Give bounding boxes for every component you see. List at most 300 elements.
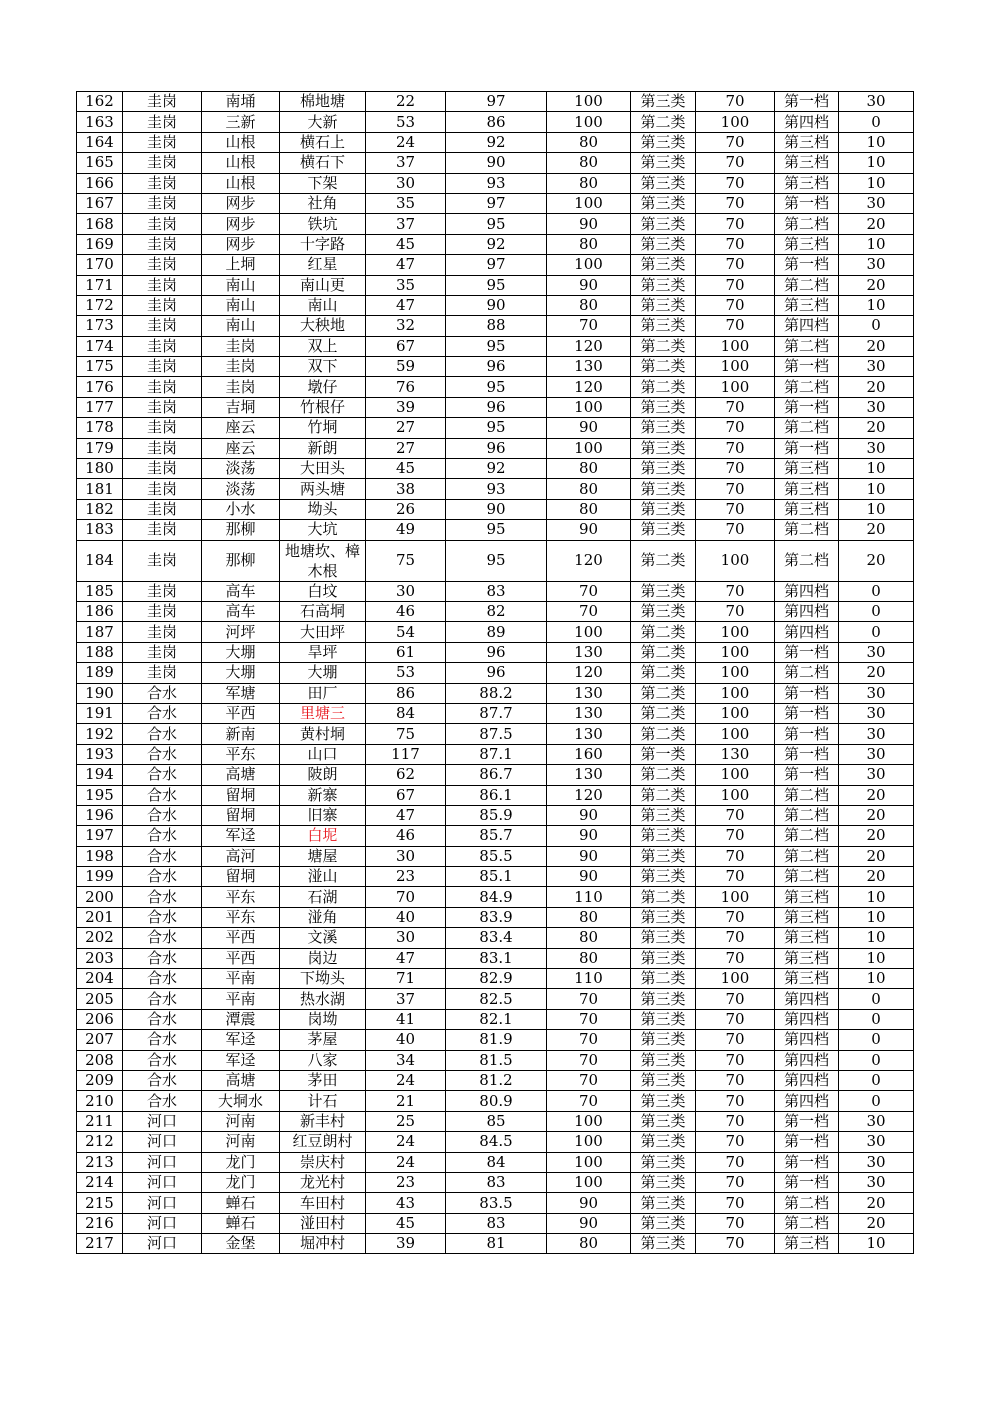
cell-village: 淡荡: [202, 479, 280, 499]
cell-town: 圭岗: [123, 132, 202, 152]
cell-amount: 120: [547, 540, 631, 581]
cell-hamlet: 计石: [280, 1091, 366, 1111]
cell-amount: 80: [547, 153, 631, 173]
cell-points: 30: [839, 92, 914, 112]
cell-score: 96: [446, 357, 547, 377]
cell-row-number: 177: [77, 397, 123, 417]
cell-amount: 130: [547, 357, 631, 377]
cell-households: 27: [366, 438, 446, 458]
cell-households: 76: [366, 377, 446, 397]
cell-tier: 第一档: [775, 255, 839, 275]
cell-hamlet: 湴角: [280, 907, 366, 927]
cell-amount: 90: [547, 214, 631, 234]
cell-row-number: 208: [77, 1050, 123, 1070]
table-row: [77, 765, 914, 785]
table-row: [77, 683, 914, 703]
table-row: [77, 193, 914, 213]
cell-hamlet: 茅屋: [280, 1030, 366, 1050]
cell-standard: 70: [696, 805, 775, 825]
cell-score: 85.1: [446, 867, 547, 887]
cell-tier: 第四档: [775, 1050, 839, 1070]
cell-tier: 第三档: [775, 234, 839, 254]
cell-category: 第三类: [631, 438, 696, 458]
table-row: [77, 214, 914, 234]
cell-village: 山根: [202, 132, 280, 152]
table-row: [77, 867, 914, 887]
cell-households: 75: [366, 540, 446, 581]
cell-tier: 第四档: [775, 989, 839, 1009]
cell-standard: 100: [696, 642, 775, 662]
cell-tier: 第一档: [775, 1111, 839, 1131]
cell-category: 第二类: [631, 540, 696, 581]
cell-town: 圭岗: [123, 234, 202, 254]
cell-households: 53: [366, 112, 446, 132]
cell-score: 84.9: [446, 887, 547, 907]
cell-score: 83: [446, 1213, 547, 1233]
table-row: [77, 907, 914, 927]
cell-standard: 100: [696, 724, 775, 744]
cell-tier: 第三档: [775, 459, 839, 479]
cell-points: 30: [839, 765, 914, 785]
cell-points: 10: [839, 173, 914, 193]
cell-village: 蝉石: [202, 1193, 280, 1213]
cell-hamlet: 地塘坎、樟木根: [280, 540, 366, 581]
cell-tier: 第一档: [775, 397, 839, 417]
cell-score: 83.5: [446, 1193, 547, 1213]
cell-standard: 70: [696, 275, 775, 295]
cell-category: 第三类: [631, 499, 696, 519]
data-sheet: [76, 91, 913, 1254]
cell-category: 第二类: [631, 887, 696, 907]
cell-town: 河口: [123, 1193, 202, 1213]
cell-standard: 100: [696, 683, 775, 703]
table-row: [77, 1111, 914, 1131]
cell-row-number: 180: [77, 459, 123, 479]
cell-town: 合水: [123, 744, 202, 764]
cell-row-number: 167: [77, 193, 123, 213]
cell-hamlet: 田厂: [280, 683, 366, 703]
cell-hamlet: 山口: [280, 744, 366, 764]
cell-points: 20: [839, 520, 914, 540]
cell-hamlet: 大坑: [280, 520, 366, 540]
cell-households: 47: [366, 805, 446, 825]
cell-village: 大堋: [202, 642, 280, 662]
cell-village: 平东: [202, 887, 280, 907]
cell-row-number: 181: [77, 479, 123, 499]
cell-hamlet: 横石上: [280, 132, 366, 152]
table-row: [77, 622, 914, 642]
cell-tier: 第二档: [775, 867, 839, 887]
cell-village: 圭岗: [202, 377, 280, 397]
cell-town: 河口: [123, 1234, 202, 1254]
cell-category: 第三类: [631, 1213, 696, 1233]
table-row: [77, 1070, 914, 1090]
cell-row-number: 197: [77, 826, 123, 846]
cell-points: 30: [839, 724, 914, 744]
cell-category: 第三类: [631, 1234, 696, 1254]
cell-tier: 第三档: [775, 969, 839, 989]
cell-points: 0: [839, 1030, 914, 1050]
cell-households: 59: [366, 357, 446, 377]
cell-points: 20: [839, 1213, 914, 1233]
cell-score: 83: [446, 1172, 547, 1192]
cell-points: 0: [839, 1050, 914, 1070]
cell-village: 新南: [202, 724, 280, 744]
cell-village: 淡荡: [202, 459, 280, 479]
cell-category: 第二类: [631, 765, 696, 785]
cell-hamlet: 铁坑: [280, 214, 366, 234]
cell-amount: 130: [547, 724, 631, 744]
cell-amount: 120: [547, 663, 631, 683]
cell-town: 圭岗: [123, 316, 202, 336]
cell-points: 10: [839, 969, 914, 989]
cell-category: 第三类: [631, 132, 696, 152]
cell-village: 金堡: [202, 1234, 280, 1254]
cell-points: 20: [839, 867, 914, 887]
cell-points: 0: [839, 1009, 914, 1029]
cell-score: 82.1: [446, 1009, 547, 1029]
cell-tier: 第二档: [775, 275, 839, 295]
cell-standard: 70: [696, 1234, 775, 1254]
cell-town: 圭岗: [123, 520, 202, 540]
cell-households: 46: [366, 826, 446, 846]
cell-amount: 80: [547, 948, 631, 968]
cell-households: 27: [366, 418, 446, 438]
cell-category: 第三类: [631, 928, 696, 948]
table-row: [77, 316, 914, 336]
cell-points: 20: [839, 805, 914, 825]
cell-households: 24: [366, 1070, 446, 1090]
cell-tier: 第三档: [775, 479, 839, 499]
cell-amount: 70: [547, 989, 631, 1009]
cell-amount: 80: [547, 1234, 631, 1254]
cell-row-number: 203: [77, 948, 123, 968]
cell-town: 圭岗: [123, 479, 202, 499]
cell-standard: 70: [696, 1193, 775, 1213]
table-row: [77, 520, 914, 540]
cell-amount: 130: [547, 683, 631, 703]
table-row: [77, 969, 914, 989]
cell-points: 0: [839, 622, 914, 642]
cell-hamlet: 下坳头: [280, 969, 366, 989]
cell-village: 军迳: [202, 1050, 280, 1070]
cell-town: 圭岗: [123, 275, 202, 295]
cell-tier: 第二档: [775, 846, 839, 866]
cell-town: 合水: [123, 867, 202, 887]
cell-hamlet: 旧寨: [280, 805, 366, 825]
cell-points: 0: [839, 989, 914, 1009]
table-row: [77, 1050, 914, 1070]
cell-score: 81.2: [446, 1070, 547, 1090]
table-row: [77, 928, 914, 948]
cell-amount: 80: [547, 295, 631, 315]
cell-hamlet: 横石下: [280, 153, 366, 173]
cell-score: 82.5: [446, 989, 547, 1009]
cell-amount: 100: [547, 255, 631, 275]
table-row: [77, 336, 914, 356]
table-row: [77, 744, 914, 764]
cell-row-number: 184: [77, 540, 123, 581]
cell-amount: 120: [547, 785, 631, 805]
cell-hamlet: 大田坪: [280, 622, 366, 642]
cell-tier: 第一档: [775, 1172, 839, 1192]
cell-village: 南埇: [202, 92, 280, 112]
cell-points: 30: [839, 193, 914, 213]
cell-hamlet: 崇庆村: [280, 1152, 366, 1172]
cell-tier: 第二档: [775, 785, 839, 805]
cell-points: 20: [839, 1193, 914, 1213]
cell-category: 第二类: [631, 336, 696, 356]
cell-tier: 第一档: [775, 683, 839, 703]
cell-row-number: 213: [77, 1152, 123, 1172]
cell-points: 10: [839, 887, 914, 907]
table-row: [77, 724, 914, 744]
cell-hamlet: 墩仔: [280, 377, 366, 397]
cell-points: 30: [839, 438, 914, 458]
cell-score: 96: [446, 642, 547, 662]
table-row: [77, 357, 914, 377]
cell-households: 47: [366, 948, 446, 968]
cell-points: 20: [839, 336, 914, 356]
cell-score: 81.5: [446, 1050, 547, 1070]
cell-score: 92: [446, 459, 547, 479]
cell-village: 龙门: [202, 1172, 280, 1192]
cell-amount: 110: [547, 887, 631, 907]
cell-row-number: 214: [77, 1172, 123, 1192]
cell-amount: 130: [547, 765, 631, 785]
cell-hamlet: 岗坳: [280, 1009, 366, 1029]
cell-town: 圭岗: [123, 295, 202, 315]
cell-households: 45: [366, 459, 446, 479]
cell-row-number: 178: [77, 418, 123, 438]
cell-points: 10: [839, 499, 914, 519]
table-row: [77, 642, 914, 662]
cell-hamlet: 湴田村: [280, 1213, 366, 1233]
cell-category: 第三类: [631, 173, 696, 193]
cell-village: 军迳: [202, 826, 280, 846]
cell-score: 85.9: [446, 805, 547, 825]
data-table: [76, 91, 914, 1254]
cell-tier: 第三档: [775, 928, 839, 948]
cell-tier: 第四档: [775, 1030, 839, 1050]
cell-standard: 100: [696, 622, 775, 642]
cell-row-number: 215: [77, 1193, 123, 1213]
cell-hamlet: 两头塘: [280, 479, 366, 499]
cell-category: 第三类: [631, 397, 696, 417]
cell-town: 河口: [123, 1152, 202, 1172]
cell-town: 合水: [123, 785, 202, 805]
cell-hamlet: 新丰村: [280, 1111, 366, 1131]
cell-households: 40: [366, 907, 446, 927]
cell-row-number: 168: [77, 214, 123, 234]
cell-hamlet: 新寨: [280, 785, 366, 805]
cell-town: 圭岗: [123, 642, 202, 662]
cell-hamlet: 南山更: [280, 275, 366, 295]
cell-standard: 100: [696, 112, 775, 132]
cell-village: 山根: [202, 153, 280, 173]
cell-hamlet: 陂朗: [280, 765, 366, 785]
cell-town: 圭岗: [123, 214, 202, 234]
cell-village: 座云: [202, 418, 280, 438]
cell-category: 第三类: [631, 153, 696, 173]
cell-row-number: 182: [77, 499, 123, 519]
cell-score: 95: [446, 377, 547, 397]
cell-households: 21: [366, 1091, 446, 1111]
cell-score: 87.5: [446, 724, 547, 744]
cell-score: 83: [446, 581, 547, 601]
cell-village: 高塘: [202, 765, 280, 785]
cell-village: 网步: [202, 234, 280, 254]
cell-amount: 70: [547, 1091, 631, 1111]
cell-score: 88.2: [446, 683, 547, 703]
cell-category: 第三类: [631, 1172, 696, 1192]
cell-score: 96: [446, 663, 547, 683]
cell-town: 合水: [123, 724, 202, 744]
cell-town: 合水: [123, 1030, 202, 1050]
cell-category: 第二类: [631, 969, 696, 989]
table-row: [77, 540, 914, 581]
table-row: [77, 805, 914, 825]
cell-standard: 70: [696, 234, 775, 254]
cell-town: 圭岗: [123, 499, 202, 519]
cell-points: 0: [839, 581, 914, 601]
table-row: [77, 418, 914, 438]
cell-households: 41: [366, 1009, 446, 1029]
cell-row-number: 209: [77, 1070, 123, 1090]
cell-households: 24: [366, 132, 446, 152]
cell-score: 86.1: [446, 785, 547, 805]
cell-score: 95: [446, 418, 547, 438]
cell-households: 24: [366, 1132, 446, 1152]
cell-hamlet: 岗边: [280, 948, 366, 968]
cell-amount: 70: [547, 1050, 631, 1070]
cell-amount: 120: [547, 336, 631, 356]
cell-households: 37: [366, 153, 446, 173]
table-row: [77, 887, 914, 907]
cell-amount: 100: [547, 1111, 631, 1131]
cell-row-number: 195: [77, 785, 123, 805]
cell-points: 30: [839, 683, 914, 703]
cell-town: 圭岗: [123, 438, 202, 458]
cell-town: 圭岗: [123, 377, 202, 397]
cell-town: 圭岗: [123, 173, 202, 193]
cell-tier: 第二档: [775, 377, 839, 397]
cell-category: 第三类: [631, 1009, 696, 1029]
cell-standard: 70: [696, 520, 775, 540]
cell-standard: 70: [696, 153, 775, 173]
cell-town: 合水: [123, 928, 202, 948]
cell-amount: 100: [547, 1152, 631, 1172]
cell-tier: 第一档: [775, 703, 839, 723]
cell-households: 47: [366, 255, 446, 275]
table-row: [77, 132, 914, 152]
cell-score: 85: [446, 1111, 547, 1131]
cell-category: 第三类: [631, 418, 696, 438]
cell-town: 圭岗: [123, 601, 202, 621]
cell-tier: 第二档: [775, 1193, 839, 1213]
cell-tier: 第二档: [775, 663, 839, 683]
cell-score: 97: [446, 255, 547, 275]
cell-hamlet: 湴山: [280, 867, 366, 887]
cell-row-number: 187: [77, 622, 123, 642]
cell-points: 20: [839, 377, 914, 397]
cell-standard: 70: [696, 1091, 775, 1111]
cell-points: 0: [839, 1091, 914, 1111]
cell-points: 20: [839, 418, 914, 438]
cell-households: 22: [366, 92, 446, 112]
cell-standard: 70: [696, 989, 775, 1009]
cell-amount: 120: [547, 377, 631, 397]
cell-households: 30: [366, 928, 446, 948]
cell-hamlet: 坳头: [280, 499, 366, 519]
cell-standard: 100: [696, 336, 775, 356]
table-row: [77, 92, 914, 112]
cell-standard: 100: [696, 663, 775, 683]
cell-households: 86: [366, 683, 446, 703]
cell-points: 30: [839, 703, 914, 723]
cell-hamlet: 石湖: [280, 887, 366, 907]
cell-score: 93: [446, 479, 547, 499]
cell-tier: 第三档: [775, 295, 839, 315]
cell-category: 第三类: [631, 805, 696, 825]
cell-points: 30: [839, 1152, 914, 1172]
cell-town: 圭岗: [123, 459, 202, 479]
cell-category: 第三类: [631, 1152, 696, 1172]
cell-village: 圭岗: [202, 336, 280, 356]
cell-standard: 70: [696, 295, 775, 315]
cell-standard: 100: [696, 765, 775, 785]
cell-category: 第三类: [631, 316, 696, 336]
cell-row-number: 189: [77, 663, 123, 683]
table-row: [77, 275, 914, 295]
cell-category: 第三类: [631, 92, 696, 112]
cell-points: 30: [839, 1132, 914, 1152]
table-row: [77, 1193, 914, 1213]
cell-households: 61: [366, 642, 446, 662]
cell-row-number: 196: [77, 805, 123, 825]
cell-town: 圭岗: [123, 153, 202, 173]
cell-row-number: 198: [77, 846, 123, 866]
cell-households: 47: [366, 295, 446, 315]
cell-row-number: 217: [77, 1234, 123, 1254]
cell-standard: 70: [696, 92, 775, 112]
cell-amount: 100: [547, 397, 631, 417]
cell-amount: 90: [547, 418, 631, 438]
cell-points: 0: [839, 601, 914, 621]
cell-row-number: 210: [77, 1091, 123, 1111]
cell-score: 85.7: [446, 826, 547, 846]
table-row: [77, 397, 914, 417]
table-row: [77, 703, 914, 723]
cell-points: 20: [839, 275, 914, 295]
cell-tier: 第一档: [775, 357, 839, 377]
cell-households: 117: [366, 744, 446, 764]
cell-row-number: 171: [77, 275, 123, 295]
cell-town: 圭岗: [123, 663, 202, 683]
cell-amount: 90: [547, 1193, 631, 1213]
cell-row-number: 188: [77, 642, 123, 662]
cell-village: 高车: [202, 581, 280, 601]
cell-points: 10: [839, 295, 914, 315]
cell-amount: 70: [547, 581, 631, 601]
cell-amount: 80: [547, 234, 631, 254]
cell-score: 84: [446, 1152, 547, 1172]
cell-points: 30: [839, 357, 914, 377]
cell-town: 圭岗: [123, 336, 202, 356]
table-row: [77, 948, 914, 968]
cell-hamlet: 热水湖: [280, 989, 366, 1009]
cell-hamlet: 堀冲村: [280, 1234, 366, 1254]
